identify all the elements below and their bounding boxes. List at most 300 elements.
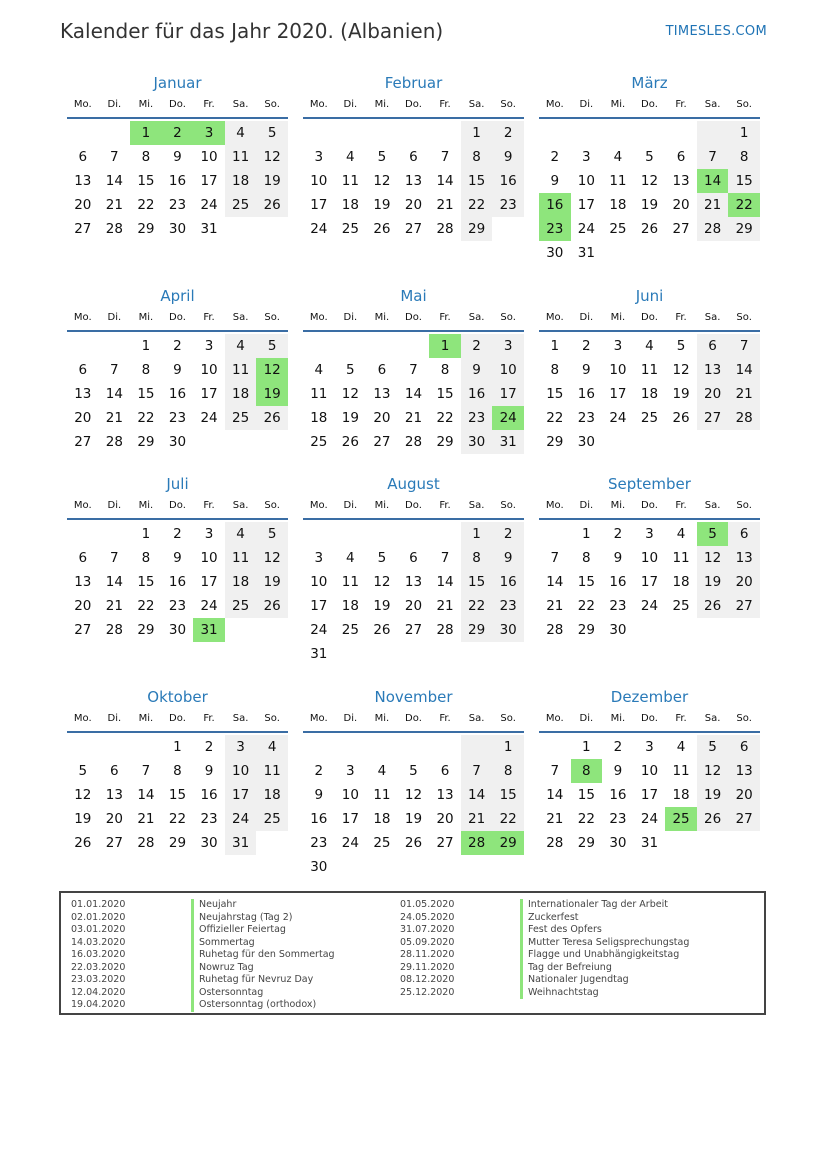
day-holiday: 3 [193, 121, 225, 145]
day-cell: 18 [256, 783, 288, 807]
day-empty [99, 522, 131, 546]
day-cell: 19 [341, 410, 359, 426]
day-cell: 17 [225, 783, 257, 807]
day-cell: 27 [373, 434, 391, 450]
day-cell: 4 [613, 149, 623, 165]
day-cell: 25 [225, 193, 257, 217]
day-cell: 26 [74, 835, 92, 851]
weekday-label: So. [264, 312, 280, 323]
day-cell: 8 [582, 550, 591, 566]
day-cell: 14 [546, 787, 564, 803]
day-cell: 15 [492, 783, 524, 807]
header-rule [539, 330, 760, 332]
day-cell: 8 [492, 759, 524, 783]
day-cell: 20 [404, 197, 423, 213]
day-cell: 24 [200, 197, 218, 213]
day-cell: 3 [346, 763, 355, 779]
day-cell: 1 [582, 739, 591, 755]
day-cell: 17 [609, 386, 627, 402]
day-cell: 28 [137, 835, 155, 851]
weekday-header [539, 310, 760, 330]
legend-dates-left [71, 899, 125, 1012]
day-cell: 11 [310, 386, 328, 402]
legend-date: 05.09.2020 [400, 936, 455, 948]
day-cell: 30 [609, 835, 627, 851]
day-cell: 22 [137, 598, 155, 614]
day-cell: 21 [697, 193, 729, 217]
weekday-label: Do. [405, 500, 422, 511]
day-cell: 10 [577, 173, 595, 189]
holiday-legend [59, 891, 766, 1015]
legend-dates-right [400, 899, 454, 999]
day-cell: 11 [225, 145, 257, 169]
day-cell: 9 [173, 149, 182, 165]
day-cell: 30 [168, 434, 187, 450]
day-grid [67, 121, 288, 241]
day-cell: 16 [168, 386, 187, 402]
day-cell: 31 [577, 245, 595, 261]
day-cell: 31 [225, 831, 257, 855]
weekday-label: Sa. [704, 312, 721, 323]
weekday-label: Di. [579, 312, 594, 323]
day-cell: 11 [225, 546, 257, 570]
header-rule [539, 117, 760, 119]
weekday-label: Fr. [675, 312, 687, 323]
weekday-label: Di. [343, 99, 358, 110]
day-cell: 6 [728, 522, 760, 546]
day-cell: 1 [728, 121, 760, 145]
day-cell: 8 [173, 763, 182, 779]
day-cell: 1 [141, 338, 151, 354]
weekday-header [303, 97, 524, 117]
month-title: März [631, 74, 668, 92]
weekday-label: Di. [107, 312, 122, 323]
day-empty [429, 121, 461, 145]
day-cell: 17 [200, 386, 218, 402]
day-cell: 13 [436, 787, 454, 803]
day-cell: 20 [404, 598, 423, 614]
day-cell: 12 [74, 787, 92, 803]
day-cell: 18 [225, 570, 257, 594]
day-cell: 23 [492, 594, 524, 618]
day-grid [67, 522, 288, 642]
day-cell: 10 [640, 550, 659, 566]
day-cell: 18 [640, 386, 659, 402]
weekday-label: Mi. [610, 99, 626, 110]
day-cell: 6 [78, 362, 88, 378]
day-cell: 22 [577, 598, 595, 614]
day-cell: 21 [105, 410, 123, 426]
day-empty [303, 522, 335, 546]
day-cell: 7 [110, 362, 119, 378]
weekday-label: So. [264, 99, 280, 110]
day-cell: 18 [310, 410, 328, 426]
day-cell: 24 [200, 410, 218, 426]
day-cell: 10 [225, 759, 257, 783]
day-holiday: 16 [539, 193, 571, 217]
day-empty [539, 735, 571, 759]
day-cell: 19 [697, 570, 729, 594]
weekday-label: So. [736, 99, 752, 110]
day-cell: 1 [550, 338, 560, 354]
day-cell: 26 [672, 410, 690, 426]
legend-holiday-name: Ostersonntag (orthodox) [191, 999, 335, 1012]
day-cell: 26 [697, 807, 729, 831]
weekday-label: Fr. [675, 99, 687, 110]
weekday-label: So. [500, 99, 516, 110]
day-empty [67, 735, 99, 759]
page-title: Kalender für das Jahr 2020. (Albanien) [60, 19, 444, 43]
day-empty [697, 121, 729, 145]
day-cell: 14 [137, 787, 155, 803]
day-cell: 19 [640, 197, 659, 213]
weekday-label: Di. [579, 99, 594, 110]
day-cell: 25 [373, 835, 391, 851]
day-cell: 21 [404, 410, 423, 426]
day-cell: 18 [225, 169, 257, 193]
brand-link[interactable]: TIMESLES.COM [665, 24, 767, 39]
day-empty [602, 121, 634, 145]
weekday-label: Mo. [545, 500, 564, 511]
day-cell: 12 [373, 574, 391, 590]
day-empty [335, 522, 367, 546]
day-cell: 28 [105, 622, 123, 638]
day-cell: 27 [404, 221, 423, 237]
day-cell: 14 [105, 386, 123, 402]
day-cell: 3 [314, 550, 324, 566]
day-cell: 15 [436, 386, 454, 402]
legend-date: 14.03.2020 [71, 936, 126, 948]
weekday-label: Fr. [439, 500, 451, 511]
legend-date: 12.04.2020 [71, 986, 126, 998]
weekday-label: Sa. [704, 500, 721, 511]
day-cell: 5 [78, 763, 88, 779]
month-title: Juli [166, 475, 189, 493]
day-cell: 7 [141, 763, 151, 779]
day-cell: 26 [373, 221, 391, 237]
day-empty [67, 334, 99, 358]
day-empty [366, 334, 398, 358]
day-cell: 23 [609, 811, 627, 827]
legend-date: 01.05.2020 [400, 899, 455, 910]
day-cell: 8 [461, 145, 493, 169]
day-cell: 25 [225, 406, 257, 430]
day-cell: 3 [645, 526, 654, 542]
day-cell: 29 [137, 221, 155, 237]
weekday-label: Mi. [374, 99, 390, 110]
weekday-header [539, 97, 760, 117]
weekday-label: Sa. [704, 99, 721, 110]
day-cell: 28 [546, 622, 564, 638]
day-cell: 14 [436, 574, 454, 590]
day-cell: 10 [492, 358, 524, 382]
day-cell: 9 [314, 787, 324, 803]
day-cell: 9 [550, 173, 560, 189]
day-cell: 8 [141, 362, 151, 378]
day-cell: 8 [728, 145, 760, 169]
weekday-label: Mi. [374, 500, 390, 511]
day-empty [99, 121, 131, 145]
day-cell: 17 [492, 382, 524, 406]
day-holiday: 28 [461, 831, 493, 855]
day-cell: 1 [461, 522, 493, 546]
day-cell: 23 [609, 598, 627, 614]
day-cell: 5 [676, 338, 686, 354]
legend-holiday-name: Mutter Teresa Seligsprechungstag [520, 937, 689, 950]
legend-holiday-name: Zuckerfest [520, 912, 689, 925]
day-cell: 27 [436, 835, 454, 851]
day-cell: 26 [256, 406, 288, 430]
day-grid [303, 735, 524, 879]
weekday-label: Do. [169, 500, 186, 511]
weekday-label: Do. [405, 713, 422, 724]
day-cell: 2 [173, 338, 182, 354]
day-cell: 10 [200, 362, 218, 378]
month-calendar [303, 73, 524, 241]
day-cell: 11 [672, 550, 690, 566]
day-cell: 17 [200, 574, 218, 590]
day-cell: 11 [341, 574, 359, 590]
day-cell: 16 [609, 787, 627, 803]
day-cell: 26 [404, 835, 423, 851]
day-cell: 22 [461, 594, 493, 618]
weekday-label: Mo. [309, 500, 328, 511]
day-holiday: 14 [697, 169, 729, 193]
day-holiday: 22 [728, 193, 760, 217]
weekday-label: So. [500, 312, 516, 323]
day-cell: 13 [74, 574, 92, 590]
day-cell: 19 [373, 598, 391, 614]
day-cell: 9 [492, 145, 524, 169]
day-cell: 25 [609, 221, 627, 237]
day-cell: 13 [74, 173, 92, 189]
month-calendar [539, 474, 760, 642]
day-cell: 13 [728, 759, 760, 783]
day-cell: 16 [168, 574, 187, 590]
month-title: November [374, 688, 453, 706]
day-cell: 12 [640, 173, 659, 189]
day-cell: 30 [609, 622, 627, 638]
day-cell: 13 [728, 546, 760, 570]
weekday-label: Sa. [468, 312, 485, 323]
day-cell: 3 [314, 149, 324, 165]
day-cell: 6 [78, 550, 88, 566]
day-cell: 7 [409, 362, 418, 378]
day-cell: 10 [310, 574, 328, 590]
day-cell: 14 [461, 783, 493, 807]
day-cell: 1 [582, 526, 591, 542]
day-cell: 22 [137, 410, 155, 426]
day-cell: 31 [200, 221, 218, 237]
legend-date: 16.03.2020 [71, 949, 126, 960]
day-cell: 30 [461, 430, 493, 454]
legend-holiday-name: Sommertag [191, 937, 335, 950]
day-holiday: 2 [162, 121, 194, 145]
weekday-label: Do. [169, 713, 186, 724]
day-empty [335, 334, 367, 358]
month-calendar [303, 286, 524, 454]
weekday-header [67, 310, 288, 330]
weekday-header [303, 498, 524, 518]
day-holiday: 19 [256, 382, 288, 406]
day-cell: 22 [436, 410, 454, 426]
day-cell: 1 [492, 735, 524, 759]
day-cell: 12 [697, 759, 729, 783]
day-cell: 21 [105, 598, 123, 614]
day-cell: 18 [609, 197, 627, 213]
day-cell: 8 [440, 362, 450, 378]
weekday-label: Sa. [468, 500, 485, 511]
day-cell: 10 [200, 149, 218, 165]
legend-holiday-name: Fest des Opfers [520, 924, 689, 937]
weekday-label: Do. [169, 99, 186, 110]
day-cell: 29 [168, 835, 187, 851]
day-cell: 13 [404, 173, 423, 189]
weekday-label: Sa. [232, 500, 249, 511]
day-cell: 2 [204, 739, 214, 755]
day-cell: 27 [74, 221, 92, 237]
day-cell: 22 [137, 197, 155, 213]
weekday-label: So. [736, 500, 752, 511]
month-calendar [303, 474, 524, 666]
day-empty [429, 522, 461, 546]
day-cell: 20 [373, 410, 391, 426]
day-cell: 15 [461, 169, 493, 193]
day-cell: 18 [225, 382, 257, 406]
day-cell: 9 [461, 358, 493, 382]
day-cell: 15 [728, 169, 760, 193]
day-cell: 3 [204, 526, 214, 542]
weekday-label: Do. [641, 713, 658, 724]
weekday-label: Di. [107, 500, 122, 511]
day-cell: 6 [409, 149, 418, 165]
day-cell: 10 [310, 173, 328, 189]
legend-holiday-name: Ostersonntag [191, 987, 335, 1000]
day-cell: 12 [256, 546, 288, 570]
day-cell: 15 [577, 574, 595, 590]
day-cell: 11 [225, 358, 257, 382]
day-cell: 17 [310, 598, 328, 614]
weekday-label: Mo. [73, 500, 92, 511]
day-cell: 14 [105, 173, 123, 189]
weekday-header [67, 498, 288, 518]
day-holiday: 29 [492, 831, 524, 855]
weekday-label: Di. [107, 713, 122, 724]
day-cell: 16 [168, 173, 187, 189]
day-cell: 21 [436, 197, 454, 213]
day-cell: 23 [168, 598, 187, 614]
weekday-label: Mi. [138, 500, 154, 511]
legend-date: 31.07.2020 [400, 924, 455, 935]
day-cell: 24 [225, 807, 257, 831]
day-cell: 7 [461, 759, 493, 783]
day-grid [539, 735, 760, 855]
weekday-label: So. [736, 713, 752, 724]
month-calendar [539, 286, 760, 454]
header-rule [67, 330, 288, 332]
day-cell: 20 [672, 197, 690, 213]
weekday-label: Sa. [704, 713, 721, 724]
day-cell: 7 [110, 149, 119, 165]
day-cell: 30 [492, 618, 524, 642]
day-cell: 5 [409, 763, 418, 779]
weekday-label: So. [264, 500, 280, 511]
day-cell: 25 [256, 807, 288, 831]
weekday-header [539, 711, 760, 731]
legend-date: 25.12.2020 [400, 986, 455, 998]
weekday-label: Di. [343, 312, 358, 323]
day-cell: 19 [697, 783, 729, 807]
day-cell: 19 [404, 811, 423, 827]
day-cell: 29 [137, 434, 155, 450]
day-cell: 11 [341, 173, 359, 189]
day-cell: 26 [640, 221, 659, 237]
day-cell: 30 [310, 859, 328, 875]
day-empty [398, 121, 430, 145]
day-cell: 7 [728, 334, 760, 358]
weekday-label: Sa. [232, 312, 249, 323]
day-cell: 22 [546, 410, 564, 426]
day-empty [461, 735, 493, 759]
weekday-label: Do. [641, 500, 658, 511]
day-cell: 18 [672, 574, 690, 590]
day-cell: 24 [640, 598, 659, 614]
day-empty [429, 735, 461, 759]
day-cell: 12 [404, 787, 423, 803]
day-cell: 8 [141, 550, 151, 566]
weekday-header [67, 97, 288, 117]
day-cell: 27 [404, 622, 423, 638]
day-cell: 19 [74, 811, 92, 827]
day-cell: 22 [461, 193, 493, 217]
legend-holiday-name: Nationaler Jugendtag [520, 974, 689, 987]
legend-date: 08.12.2020 [400, 974, 455, 985]
day-cell: 4 [676, 526, 686, 542]
weekday-label: Mo. [309, 713, 328, 724]
day-cell: 16 [310, 811, 328, 827]
weekday-label: Mi. [610, 713, 626, 724]
day-cell: 21 [105, 197, 123, 213]
header-rule [67, 731, 288, 733]
day-cell: 21 [436, 598, 454, 614]
day-cell: 5 [256, 121, 288, 145]
day-cell: 6 [676, 149, 686, 165]
day-cell: 5 [256, 334, 288, 358]
day-cell: 3 [225, 735, 257, 759]
day-cell: 23 [168, 410, 187, 426]
day-holiday: 23 [539, 217, 571, 241]
day-cell: 23 [310, 835, 328, 851]
day-cell: 29 [728, 217, 760, 241]
day-cell: 7 [110, 550, 119, 566]
day-cell: 14 [436, 173, 454, 189]
day-cell: 12 [256, 145, 288, 169]
day-empty [634, 121, 666, 145]
day-cell: 16 [577, 386, 595, 402]
weekday-label: Di. [579, 713, 594, 724]
weekday-label: Mo. [73, 713, 92, 724]
weekday-label: Mi. [610, 500, 626, 511]
day-cell: 4 [225, 334, 257, 358]
header-rule [539, 518, 760, 520]
day-cell: 17 [577, 197, 595, 213]
day-cell: 17 [640, 574, 659, 590]
day-grid [303, 334, 524, 454]
weekday-label: Fr. [439, 99, 451, 110]
month-title: Mai [400, 287, 427, 305]
day-cell: 5 [697, 735, 729, 759]
month-title: April [160, 287, 195, 305]
